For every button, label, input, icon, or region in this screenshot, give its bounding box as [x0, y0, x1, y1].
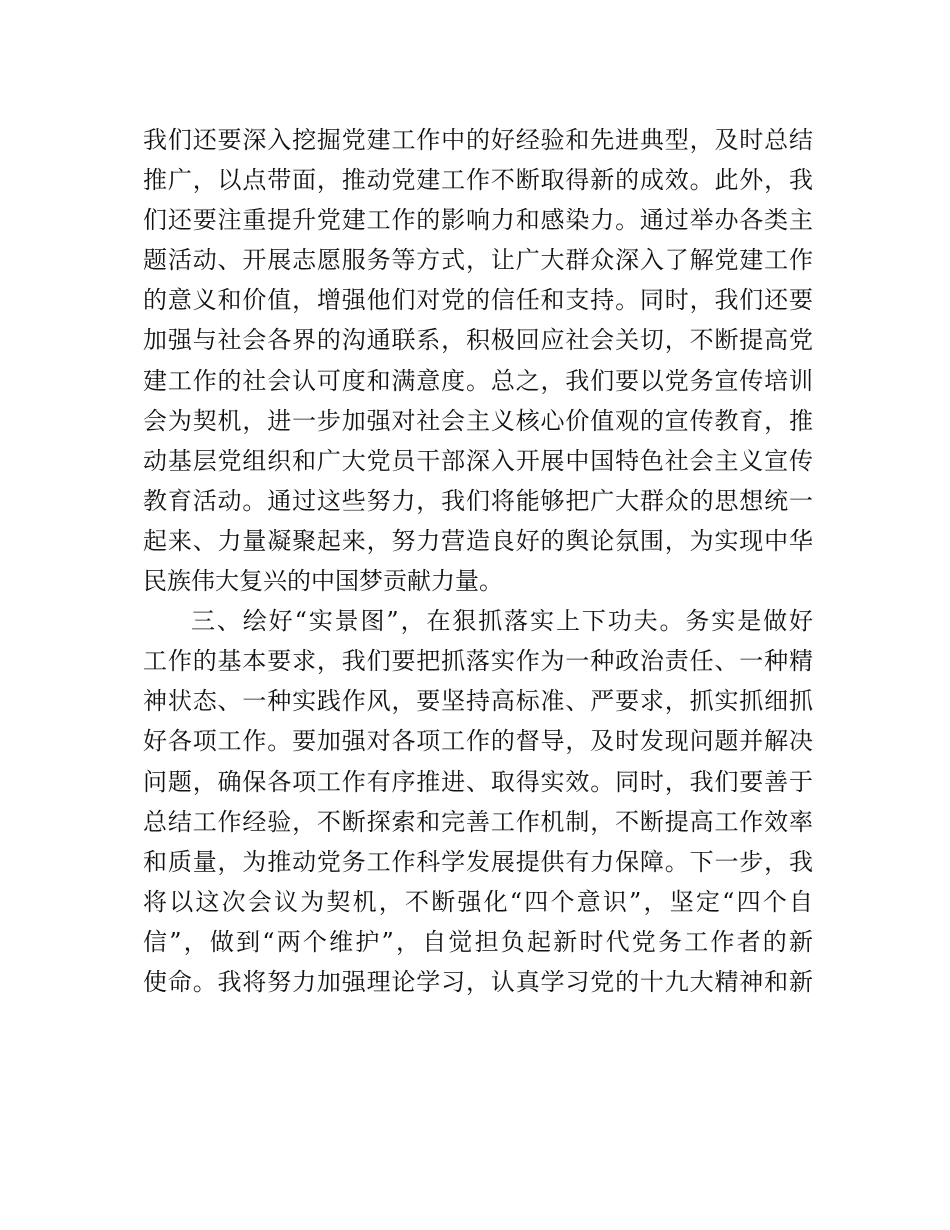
- text-line: 起来、力量凝聚起来，努力营造良好的舆论氛围，为实现中华: [143, 526, 813, 555]
- text-line: 问题，确保各项工作有序推进、取得实效。同时，我们要善于: [143, 767, 813, 796]
- text-line: 神状态、一种实践作风，要坚持高标准、严要求，抓实抓细抓: [143, 687, 813, 716]
- text-line: 动基层党组织和广大党员干部深入开展中国特色社会主义宣传: [143, 446, 813, 475]
- text-line: 推广，以点带面，推动党建工作不断取得新的成效。此外，我: [143, 166, 813, 195]
- text-line: 总结工作经验，不断探索和完善工作机制，不断提高工作效率: [143, 807, 813, 836]
- text-line: 我们还要深入挖掘党建工作中的好经验和先进典型，及时总结: [143, 126, 813, 154]
- paragraph-2: [143, 601, 813, 1002]
- text-line: 将以这次会议为契机，不断强化“四个意识”，坚定“四个自: [143, 887, 813, 916]
- text-line: 使命。我将努力加强理论学习，认真学习党的十九大精神和新: [143, 967, 813, 996]
- text-line: 题活动、开展志愿服务等方式，让广大群众深入了解党建工作: [143, 246, 813, 275]
- text-line: 建工作的社会认可度和满意度。总之，我们要以党务宣传培训: [143, 366, 813, 395]
- text-line: 的意义和价值，增强他们对党的信任和支持。同时，我们还要: [143, 286, 813, 315]
- body-text: [143, 120, 813, 1002]
- text-line: 好各项工作。要加强对各项工作的督导，及时发现问题并解决: [143, 727, 813, 756]
- text-line: 三、绘好“实景图”，在狠抓落实上下功夫。务实是做好: [191, 607, 813, 636]
- text-line: 会为契机，进一步加强对社会主义核心价值观的宣传教育，推: [143, 406, 813, 435]
- text-line: 信”，做到“两个维护”，自觉担负起新时代党务工作者的新: [143, 927, 813, 956]
- paragraph-1: [143, 120, 813, 601]
- text-line: 民族伟大复兴的中国梦贡献力量。: [143, 567, 503, 596]
- text-line: 加强与社会各界的沟通联系，积极回应社会关切，不断提高党: [143, 326, 813, 355]
- text-line: 们还要注重提升党建工作的影响力和感染力。通过举办各类主: [143, 206, 813, 235]
- text-line: 教育活动。通过这些努力，我们将能够把广大群众的思想统一: [143, 486, 813, 515]
- text-line: 和质量，为推动党务工作科学发展提供有力保障。下一步，我: [143, 847, 813, 876]
- text-line: 工作的基本要求，我们要把抓落实作为一种政治责任、一种精: [143, 647, 813, 676]
